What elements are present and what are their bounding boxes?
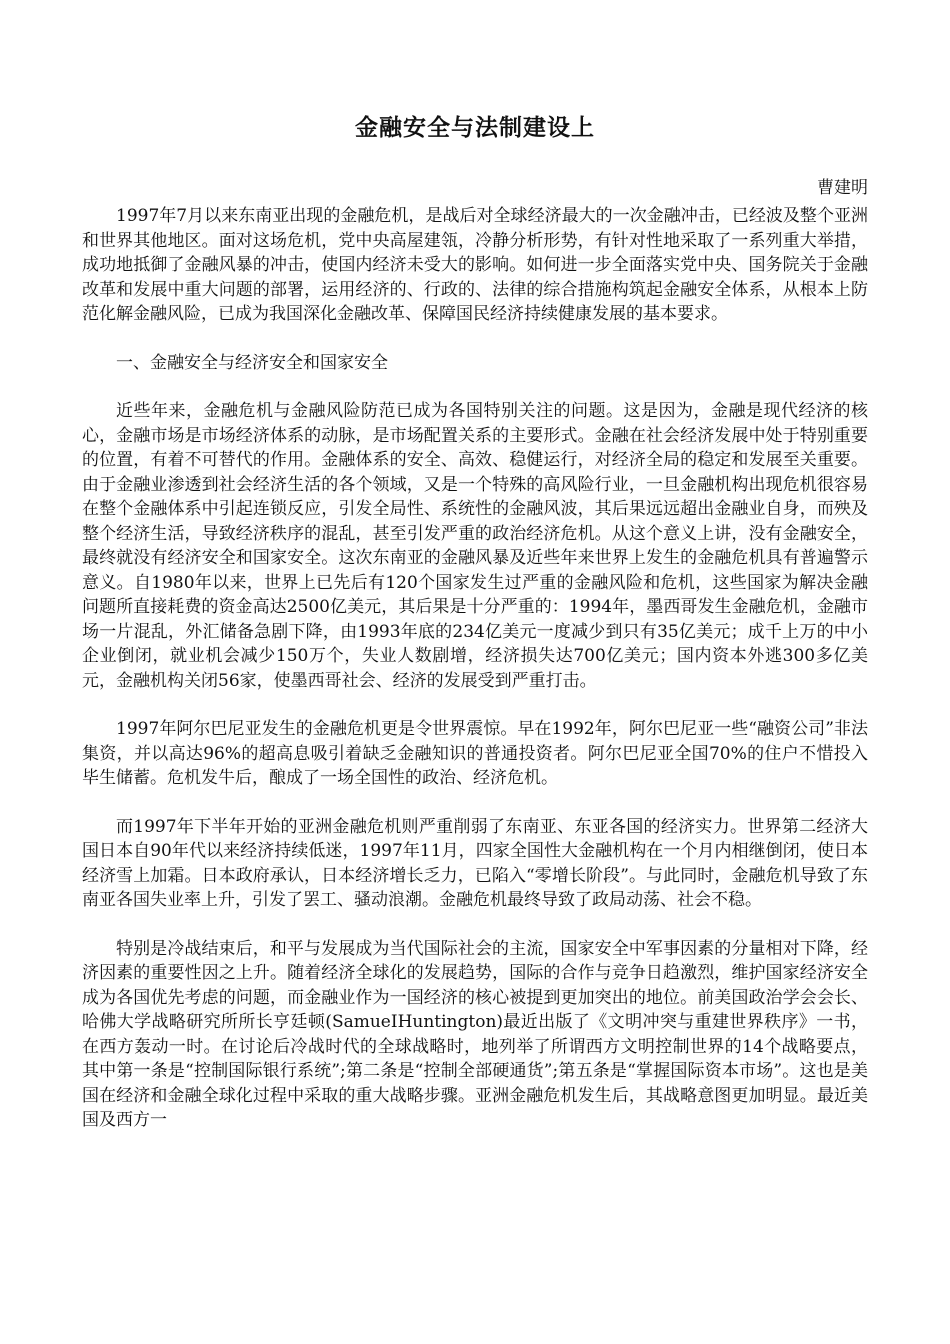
author-name: 曹建明	[817, 178, 868, 198]
paragraph-post-cold-war: 特别是冷战结束后，和平与发展成为当代国际社会的主流，国家安全中军事因素的分量相对下降，经济因素的重要性因之上升。随着经济全球化的发展趋势，国际的合作与竞争日趋激烈，维护国家经济安全成为各国优先考虑的问题，而金融业作为一国经济的核心被提到更加突出的地位。前美国政治学会会长、哈佛大学战略研究所所长亨廷顿(SamueIHuntington)最近出版了《文明冲突与重建世界秩序》一书，在西方轰动一时。在讨论后冷战时代的全球战略时，地列举了所谓西方文明控制世界的14个战略要点，其中第一条是“控制国际银行系统”;第二条是“控制全部硬通货”;第五条是“掌握国际资本市场”。这也是美国在经济和金融全球化过程中采取的重大战略步骤。亚洲金融危机发生后，其战略意图更加明显。最近美国及西方一	[82, 938, 868, 1130]
document-title: 金融安全与法制建设上	[355, 115, 595, 141]
paragraph-intro: 1997年7月以来东南亚出现的金融危机，是战后对全球经济最大的一次金融冲击，已经波及整个亚洲和世界其他地区。面对这场危机，党中央高屋建瓴，冷静分析形势，有针对性地采取了一系列重大举措，成功地抵御了金融风暴的冲击，使国内经济未受大的影响。如何进一步全面落实党中央、国务院关于金融改革和发展中重大问题的部署，运用经济的、行政的、法律的综合措施构筑起金融安全体系，从根本上防范化解金融风险，已成为我国深化金融改革、保障国民经济持续健康发展的基本要求。	[82, 206, 868, 324]
paragraph-asian-crisis: 而1997年下半年开始的亚洲金融危机则严重削弱了东南亚、东亚各国的经济实力。世界第二经济大国日本自90年代以来经济持续低迷，1997年11月，四家全国性大金融机构在一个月内相继倒闭，使日本经济雪上加霜。日本政府承认，日本经济增长乏力，已陷入“零增长阶段”。与此同时，金融危机导致了东南亚各国失业率上升，引发了罢工、骚动浪潮。金融危机最终导致了政局动荡、社会不稳。	[82, 816, 868, 910]
document-body	[82, 204, 868, 1157]
paragraph-albania: 1997年阿尔巴尼亚发生的金融危机更是令世界震惊。早在1992年，阿尔巴尼亚一些“融资公司”非法集资，并以高达96%的超高息吸引着缺乏金融知识的普通投资者。阿尔巴尼亚全国70%的住户不惜投入毕生储蓄。危机发牛后，酿成了一场全国性的政治、经济危机。	[82, 719, 868, 788]
paragraph-financial-risk: 近些年来，金融危机与金融风险防范已成为各国特别关注的问题。这是因为，金融是现代经济的核心，金融市场是市场经济体系的动脉，是市场配置关系的主要形式。金融在社会经济发展中处于特别重要的位置，有着不可替代的作用。金融体系的安全、高效、稳健运行，对经济全局的稳定和发展至关重要。由于金融业渗透到社会经济生活的各个领域，又是一个特殊的高风险行业，一旦金融机构出现危机很容易在整个金融体系中引起连锁反应，引发全局性、系统性的金融风波，其后果远远超出金融业自身，而殃及整个经济生活，导致经济秩序的混乱，甚至引发严重的政治经济危机。从这个意义上讲，没有金融安全，最终就没有经济安全和国家安全。这次东南亚的金融风暴及近些年来世界上发生的金融危机具有普遍警示意义。自1980年以来，世界上已先后有120个国家发生过严重的金融风险和危机，这些国家为解决金融问题所直接耗费的资金高达2500亿美元，其后果是十分严重的：1994年，墨西哥发生金融危机，金融市场一片混乱，外汇储备急剧下降，由1993年底的234亿美元一度减少到只有35亿美元；成千上万的中小企业倒闭，就业机会减少150万个，失业人数剧增，经济损失达700亿美元；国内资本外逃300多亿美元，金融机构关闭56家，使墨西哥社会、经济的发展受到严重打击。	[82, 401, 868, 691]
section-heading: 一、金融安全与经济安全和国家安全	[116, 352, 388, 373]
